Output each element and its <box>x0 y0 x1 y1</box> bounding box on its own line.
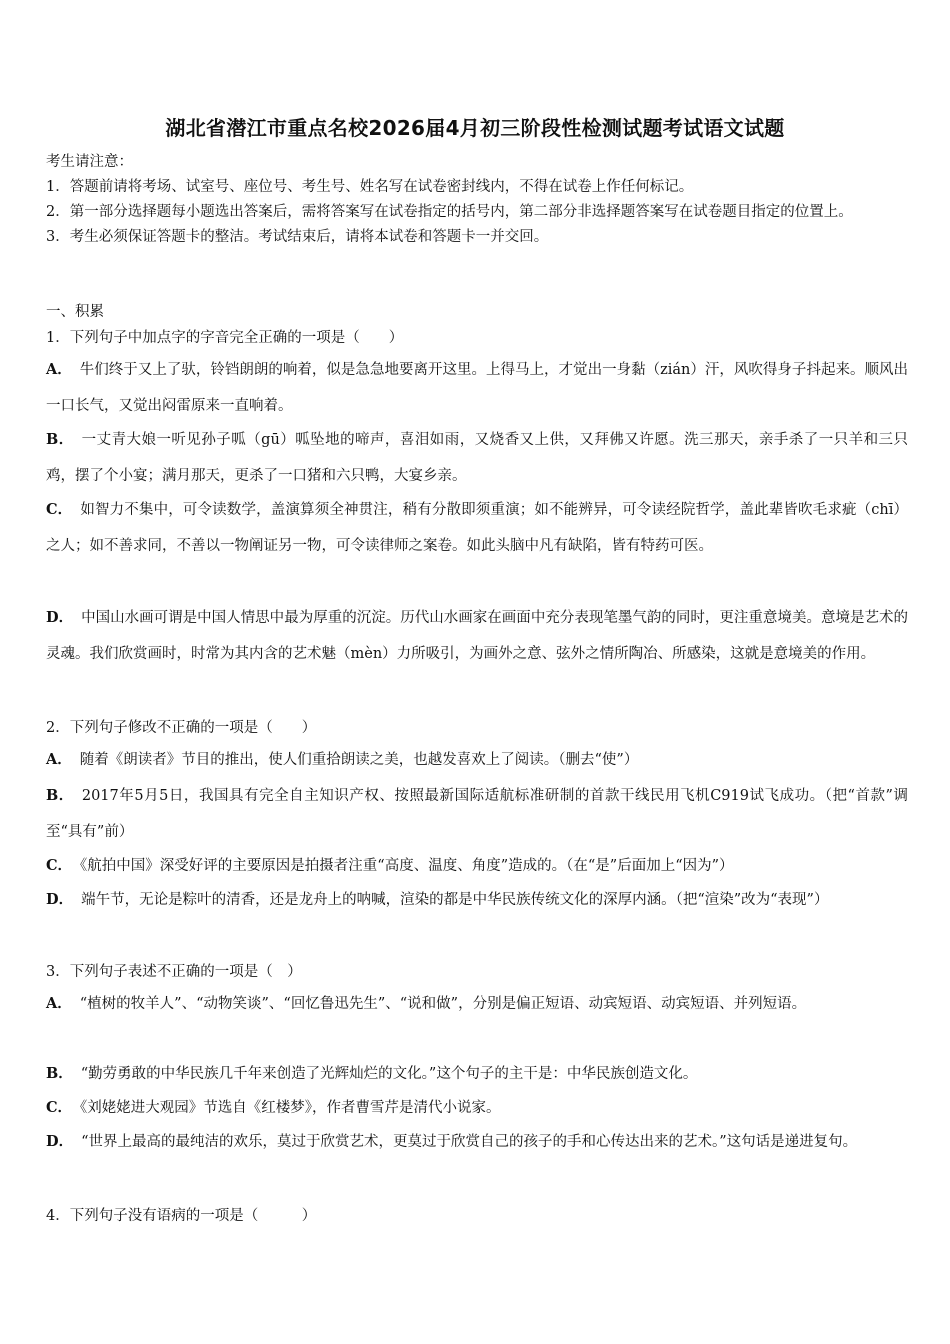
option-text: 2017年5月5日，我国具有完全自主知识产权、按照最新国际适航标准研制的首款干线民用飞机C919试飞成功。（把“首款”调至“具有”前） <box>46 788 908 840</box>
question-3-option-d <box>46 1124 908 1160</box>
option-label: C． <box>46 501 73 518</box>
option-text: 端午节，无论是粽叶的清香，还是龙舟上的呐喊，渲染的都是中华民族传统文化的深厚内涵。（把“渲染”改为“表现”） <box>81 892 829 908</box>
option-text: “勤劳勇敢的中华民族几千年来创造了光辉灿烂的文化。”这个句子的主干是：中华民族创造文化。 <box>80 1066 698 1082</box>
question-1-option-d <box>46 600 908 672</box>
question-3-option-c <box>46 1090 908 1126</box>
question-2-stem: 2．下列句子修改不正确的一项是（ ） <box>46 720 317 736</box>
option-text: “植树的牧羊人”、“动物笑谈”、“回忆鲁迅先生”、“说和做”，分别是偏正短语、动宾短语、动宾短语、并列短语。 <box>79 996 807 1012</box>
option-label: A． <box>46 751 72 768</box>
option-label: A． <box>46 361 72 378</box>
option-text: 随着《朗读者》节目的推出，使人们重拾朗读之美，也越发喜欢上了阅读。（删去“使”） <box>79 752 639 768</box>
option-label: D． <box>46 891 74 908</box>
option-label: C． <box>46 1099 73 1116</box>
notice-item-2: 2．第一部分选择题每小题选出答案后，需将答案写在试卷指定的括号内，第二部分非选择题答案写在试卷题目指定的位置上。 <box>46 204 853 220</box>
option-label: B． <box>46 1065 73 1082</box>
notice-item-3: 3．考生必须保证答题卡的整洁。考试结束后，请将本试卷和答题卡一并交回。 <box>46 229 549 245</box>
question-2-option-d <box>46 882 908 918</box>
question-1-option-c <box>46 492 908 564</box>
option-label: B． <box>46 431 74 448</box>
question-3-stem: 3．下列句子表述不正确的一项是（ ） <box>46 964 302 980</box>
notice-item-1: 1．答题前请将考场、试室号、座位号、考生号、姓名写在试卷密封线内，不得在试卷上作任何标记。 <box>46 179 694 195</box>
question-4-stem: 4．下列句子没有语病的一项是（ ） <box>46 1208 317 1224</box>
question-1-stem: 1．下列句子中加点字的字音完全正确的一项是（ ） <box>46 330 404 346</box>
option-text: 一丈青大娘一听见孙子呱（gū）呱坠地的啼声，喜泪如雨，又烧香又上供，又拜佛又许愿。洗三那天，亲手杀了一只羊和三只鸡，摆了个小宴；满月那天，更杀了一口猪和六只鸭，大宴乡亲。 <box>46 432 908 484</box>
option-text: 《刘姥姥进大观园》节选自《红楼梦》，作者曹雪芹是清代小说家。 <box>80 1100 501 1116</box>
question-1-option-a <box>46 352 908 424</box>
page-title: 湖北省潜江市重点名校2026届4月初三阶段性检测试题考试语文试题 <box>165 116 785 140</box>
question-2-option-c <box>46 848 908 884</box>
option-label: D． <box>46 609 74 626</box>
option-label: A． <box>46 995 72 1012</box>
question-3-option-a <box>46 986 908 1022</box>
option-text: 中国山水画可谓是中国人情思中最为厚重的沉淀。历代山水画家在画面中充分表现笔墨气韵的同时，更注重意境美。意境是艺术的灵魂。我们欣赏画时，时常为其内含的艺术魅（mèn）力所吸引，为画外之意、弦外之情所陶冶、所感染，这就是意境美的作用。 <box>46 610 908 662</box>
option-text: “世界上最高的最纯洁的欢乐，莫过于欣赏艺术，更莫过于欣赏自己的孩子的手和心传达出来的艺术。”这句话是递进复句。 <box>81 1134 858 1150</box>
notice-heading: 考生请注意： <box>46 154 133 170</box>
question-1-option-b <box>46 422 908 494</box>
option-label: B． <box>46 787 74 804</box>
section-heading: 一、积累 <box>46 304 104 320</box>
option-text: 牛们终于又上了驮，铃铛朗朗的响着，似是急急地要离开这里。上得马上，才觉出一身黏（zián）汗，风吹得身子抖起来。顺风出一口长气，又觉出闷雷原来一直响着。 <box>46 362 908 414</box>
question-3-option-b <box>46 1056 908 1092</box>
notice-block <box>46 150 916 250</box>
option-text: 如智力不集中，可令读数学，盖演算须全神贯注，稍有分散即须重演；如不能辨异，可令读经院哲学，盖此辈皆吹毛求疵（chī）之人；如不善求同，不善以一物阐证另一物，可令读律师之案卷。如此头脑中凡有缺陷，皆有特药可医。 <box>46 502 909 554</box>
question-2-option-a <box>46 742 908 778</box>
option-label: D． <box>46 1133 74 1150</box>
question-2-option-b <box>46 778 908 850</box>
option-text: 《航拍中国》深受好评的主要原因是拍摄者注重“高度、温度、角度”造成的。（在“是”后面加上“因为”） <box>80 858 734 874</box>
option-label: C． <box>46 857 73 874</box>
